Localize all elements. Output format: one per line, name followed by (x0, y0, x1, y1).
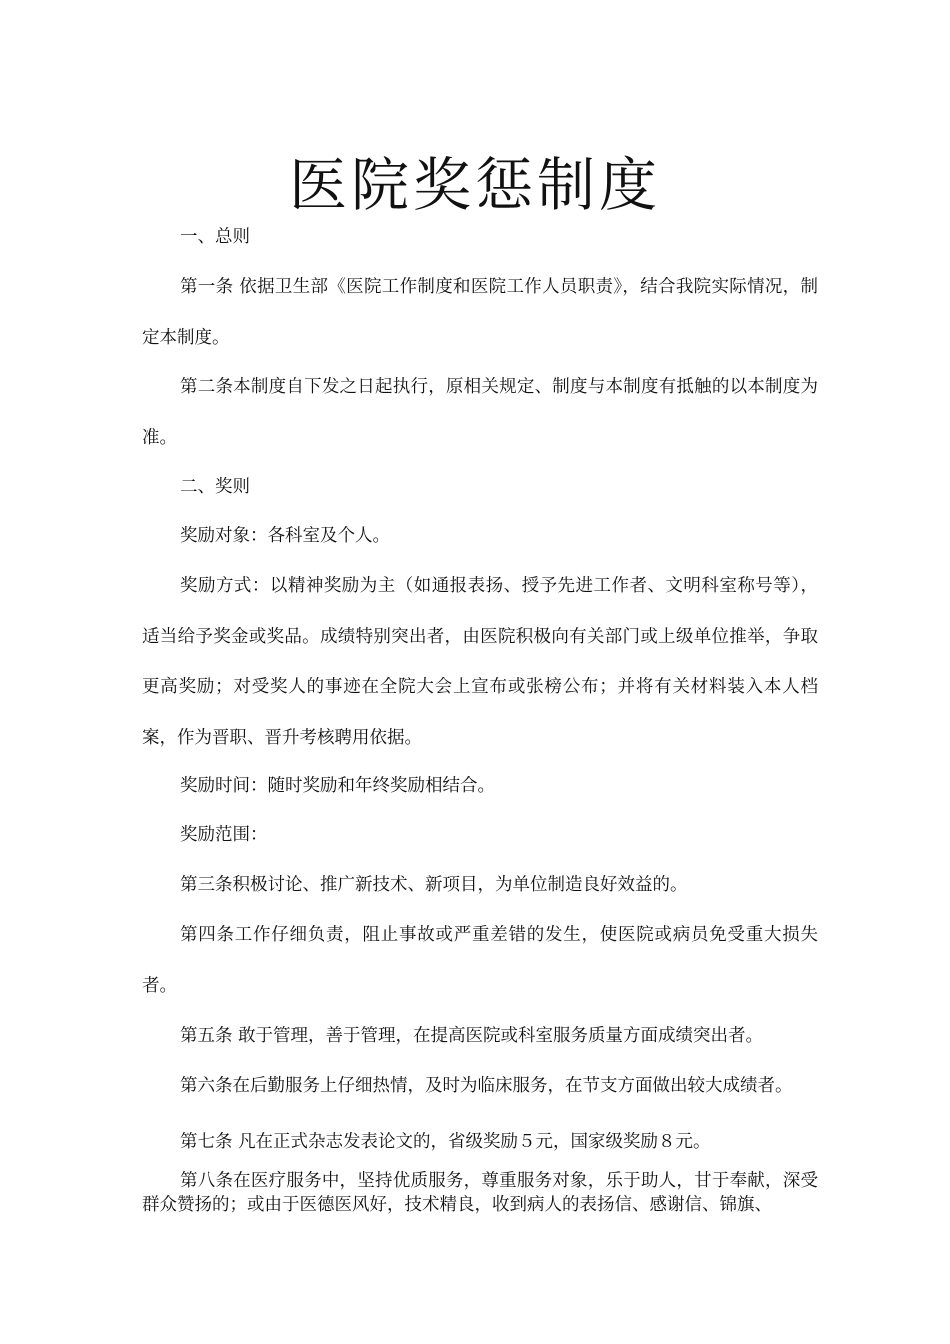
article-8: 第八条在医疗服务中，坚持优质服务，尊重服务对象，乐于助人，甘于奉献，深受群众赞扬的；或由于医德医风好，技术精良，收到病人的表扬信、感谢信、锦旗、 (142, 1171, 818, 1215)
article-5: 第五条 敢于管理，善于管理，在提高医院或科室服务质量方面成绩突出者。 (180, 1026, 764, 1046)
article-6: 第六条在后勤服务上仔细热情，及时为临床服务，在节支方面做出较大成绩者。 (180, 1076, 793, 1096)
article-7: 第七条 凡在正式杂志发表论文的，省级奖励５元，国家级奖励８元。 (180, 1132, 711, 1152)
reward-scope: 奖励范围： (180, 825, 268, 845)
article-3: 第三条积极讨论、推广新技术、新项目，为单位制造良好效益的。 (180, 875, 688, 895)
section-heading-general: 一、总则 (180, 227, 250, 247)
article-2: 第二条本制度自下发之日起执行，原相关规定、制度与本制度有抵触的以本制度为准。 (142, 377, 818, 448)
reward-target: 奖励对象：各科室及个人。 (180, 526, 390, 546)
document-title: 医院奖惩制度 (288, 150, 661, 219)
reward-method: 奖励方式：以精神奖励为主（如通报表扬、授予先进工作者、文明科室称号等），适当给予奖金或奖品。成绩特别突出者，由医院积极向有关部门或上级单位推举，争取更高奖励；对受奖人的事迹在全院大会上宣布或张榜公布；并将有关材料装入本人档案，作为晋职、晋升考核聘用依据。 (142, 576, 818, 748)
reward-time: 奖励时间：随时奖励和年终奖励相结合。 (180, 776, 495, 796)
article-1: 第一条 依据卫生部《医院工作制度和医院工作人员职责》，结合我院实际情况，制定本制度。 (142, 277, 818, 348)
article-4: 第四条工作仔细负责，阻止事故或严重差错的发生，使医院或病员免受重大损失者。 (142, 925, 818, 996)
section-heading-rewards: 二、奖则 (180, 477, 250, 497)
